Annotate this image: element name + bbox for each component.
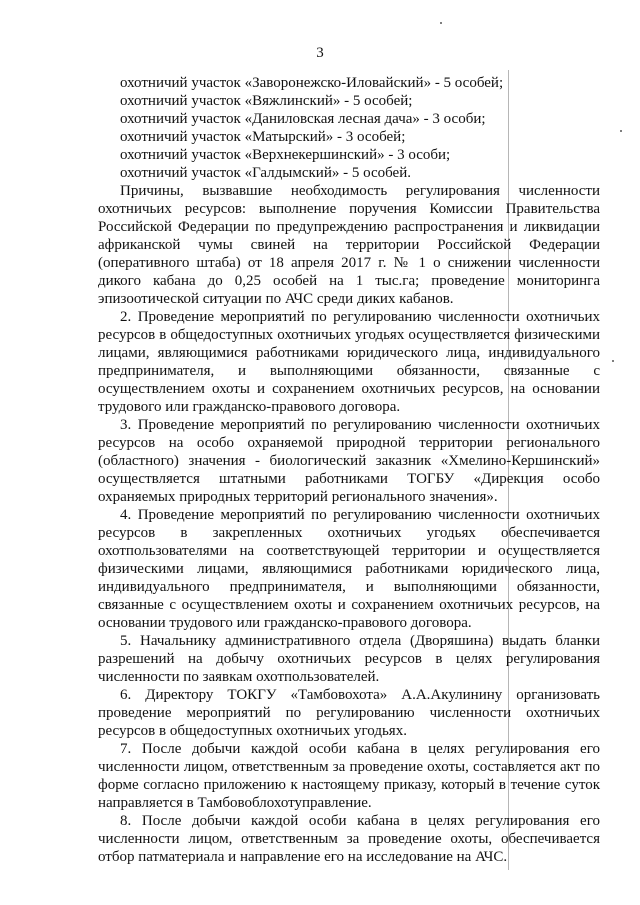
hunting-area-item: охотничий участок «Галдымский» - 5 особей. xyxy=(120,165,411,181)
scan-speck xyxy=(612,360,614,362)
hunting-area-item: охотничий участок «Даниловская лесная дача» - 3 особи; xyxy=(120,111,486,127)
hunting-area-item: охотничий участок «Верхнекершинский» - 3 особи; xyxy=(120,147,451,163)
hunting-area-item: охотничий участок «Матырский» - 3 особей; xyxy=(120,129,406,145)
hunting-area-item: охотничий участок «Заворонежско-Иловайский» - 5 особей; xyxy=(120,75,504,91)
clause-6-paragraph: 6. Директору ТОКГУ «Тамбовохота» А.А.Акулинину организовать проведение мероприятий по регулированию численности охотничьих ресурсов в общедоступных охотничьих угодьях. xyxy=(98,687,600,739)
document-body xyxy=(98,74,600,866)
clause-8-paragraph: 8. После добычи каждой особи кабана в целях регулирования его численности лицом, ответственным за проведение охоты, обеспечивается отбор патматериала и направление его на исследование на АЧС. xyxy=(98,813,600,865)
clause-5-paragraph: 5. Начальнику административного отдела (Дворяшина) выдать бланки разрешений на добычу охотничьих ресурсов в целях регулирования численности по заявкам охотпользователей. xyxy=(98,633,600,685)
page-number: 3 xyxy=(316,45,324,61)
clause-2-paragraph: 2. Проведение мероприятий по регулированию численности охотничьих ресурсов в общедоступных охотничьих угодьях осуществляется физическими лицами, являющимися работниками юридического лица, индивидуального предпринимателя, и выполняющими обязанности, связанные с осуществлением охоты и сохранением охотничьих ресурсов, на основании трудового или гражданско-правового договора. xyxy=(98,309,600,415)
scan-speck xyxy=(620,130,622,132)
hunting-area-item: охотничий участок «Вяжлинский» - 5 особей; xyxy=(120,93,413,109)
clause-4-paragraph: 4. Проведение мероприятий по регулированию численности охотничьих ресурсов в закрепленных охотничьих угодьях обеспечивается охотпользователями на соответствующей территории и осуществляется физическими лицами, являющимися работниками юридического лица, индивидуального предпринимателя, и выполняющими обязанности, связанные с осуществлением охоты и сохранением охотничьих ресурсов, на основании трудового или гражданско-правового договора. xyxy=(98,507,600,631)
clause-3-paragraph: 3. Проведение мероприятий по регулированию численности охотничьих ресурсов на особо охраняемой природной территории регионального (областного) значения - биологический заказник «Хмелино-Кершинский» осуществляется штатными работниками ТОГБУ «Дирекция особо охраняемых природных территорий регионального значения». xyxy=(98,417,600,505)
reasons-paragraph: Причины, вызвавшие необходимость регулирования численности охотничьих ресурсов: выполнение поручения Комиссии Правительства Российской Федерации по предупреждению распространения и ликвидации африканской чумы свиней на территории Российской Федерации (оперативного штаба) от 18 апреля 2017 г. № 1 о снижении численности дикого кабана до 0,25 особей на 1 тыс.га; проведение мониторинга эпизоотической ситуации по АЧС среди диких кабанов. xyxy=(98,183,600,307)
clause-7-paragraph: 7. После добычи каждой особи кабана в целях регулирования его численности лицом, ответственным за проведение охоты, составляется акт по форме согласно приложению к настоящему приказу, который в течение суток направляется в Тамбовоблохотуправление. xyxy=(98,741,600,811)
scan-speck xyxy=(440,22,442,24)
